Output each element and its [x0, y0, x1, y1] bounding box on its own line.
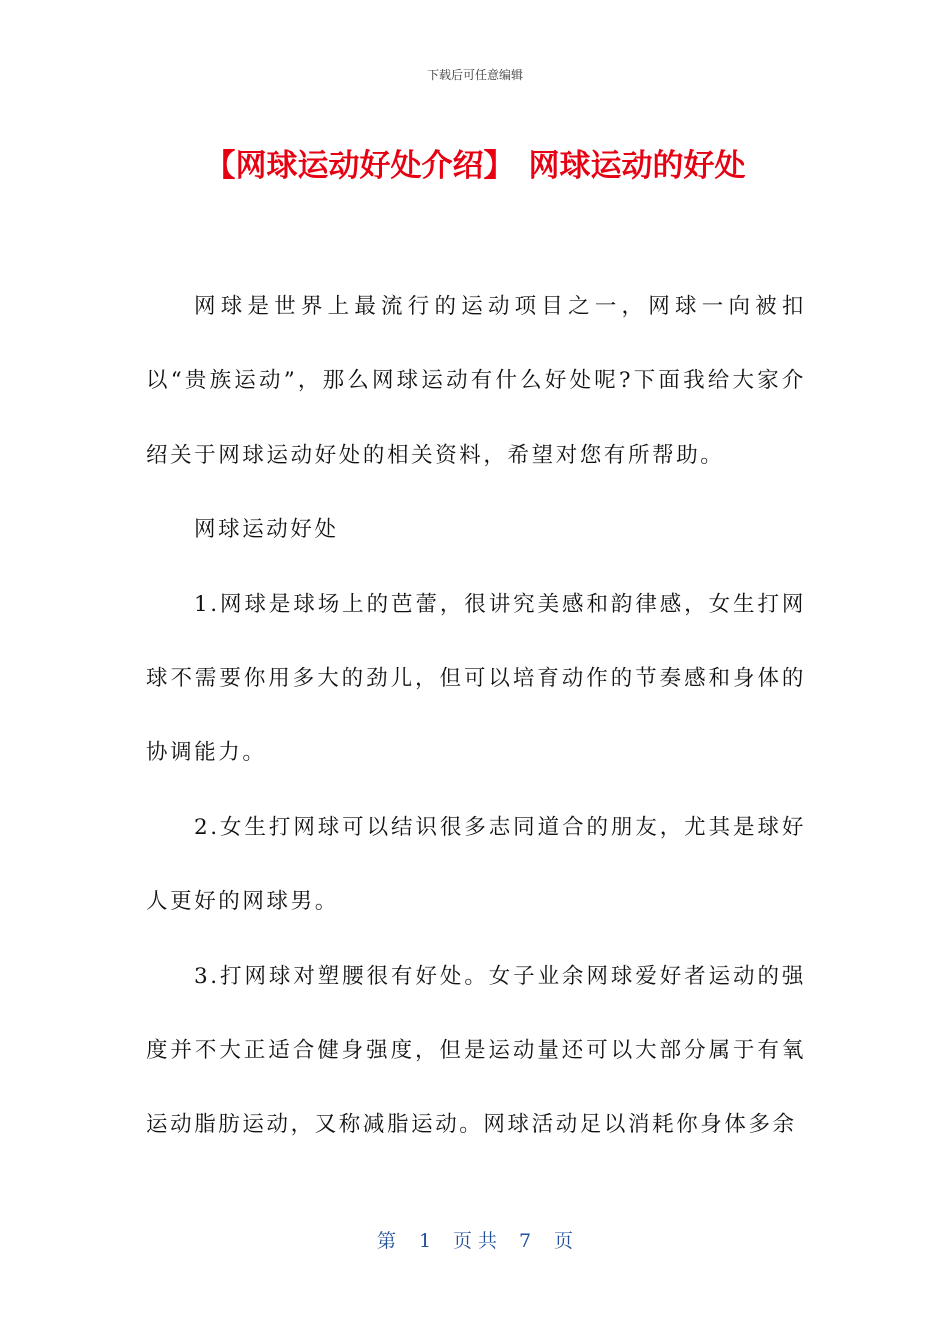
footer-label-end: 页 [553, 1230, 573, 1252]
page-footer [0, 1226, 950, 1253]
footer-label-page: 第 [377, 1230, 397, 1252]
paragraph-heading: 网球运动好处 [194, 517, 339, 543]
paragraph-intro: 网球是世界上最流行的运动项目之一，网球一向被扣以“贵族运动”，那么网球运动有什么好处呢?下面我给大家介绍关于网球运动好处的相关资料，希望对您有所帮助。 [146, 294, 806, 468]
footer-total-pages: 7 [518, 1230, 532, 1252]
document-title [0, 140, 950, 185]
paragraph-item-2: 2.女生打网球可以结识很多志同道合的朋友，尤其是球好人更好的网球男。 [146, 814, 806, 915]
title-part-1: 【网球运动好处介绍】 [204, 148, 515, 184]
title-part-2: 网球运动的好处 [528, 148, 746, 184]
footer-current-page: 1 [418, 1230, 432, 1252]
header-note: 下载后可任意编辑 [426, 68, 523, 82]
footer-label-of: 页 共 [452, 1230, 498, 1252]
document-body [146, 270, 806, 1163]
paragraph-item-3: 3.打网球对塑腰很有好处。女子业余网球爱好者运动的强度并不大正适合健身强度，但是运动量还可以大部分属于有氧运动脂肪运动，又称减脂运动。网球活动足以消耗你身体多余 [146, 963, 806, 1138]
paragraph-item-1: 1.网球是球场上的芭蕾，很讲究美感和韵律感，女生打网球不需要你用多大的劲儿，但可以培育动作的节奏感和身体的协调能力。 [146, 591, 806, 766]
